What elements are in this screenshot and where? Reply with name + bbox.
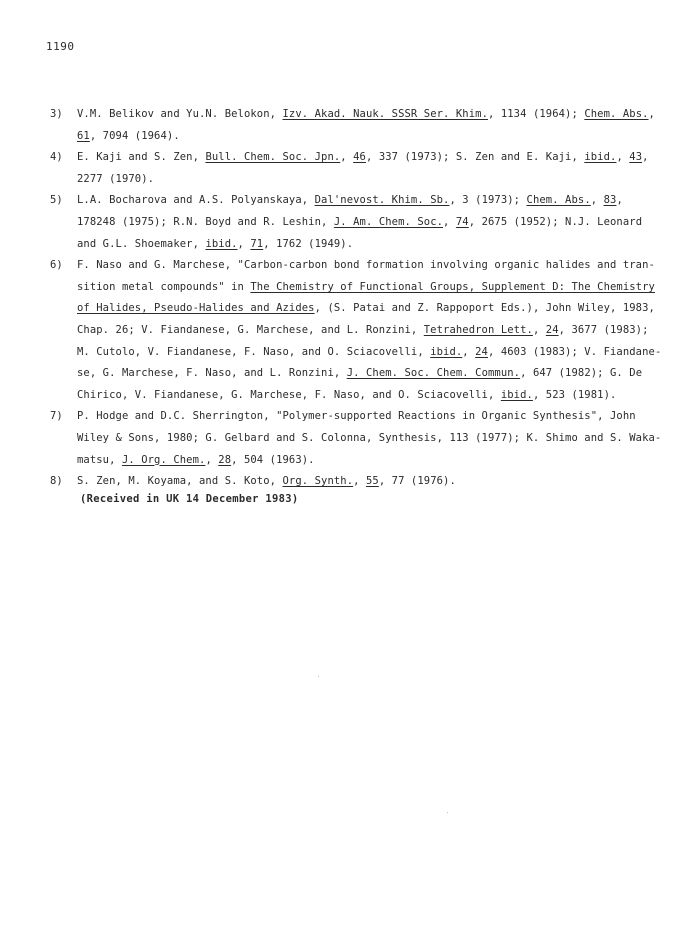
reference-item (50, 406, 662, 471)
reference-segment: , 647 (1982); G. De (520, 367, 643, 380)
reference-segment: , 7094 (1964). (89, 129, 180, 142)
citation-source: of Halides, Pseudo-Halides and Azides (77, 302, 315, 315)
citation-source: 43 (629, 151, 643, 164)
reference-segment: , (S. Patai and Z. Rappoport Eds.), John Wiley, 1983, (314, 302, 655, 315)
reference-list (50, 104, 662, 493)
reference-line (77, 320, 661, 342)
reference-text (77, 104, 655, 147)
reference-text (77, 147, 649, 190)
citation-source: Tetrahedron Lett. (423, 323, 533, 336)
reference-segment: se, G. Marchese, F. Naso, and L. Ronzini, (77, 367, 347, 380)
reference-segment: Wiley & Sons, 1980; G. Gelbard and S. Colonna, Synthesis, 113 (1977); K. Shimo and S. Waka- (77, 431, 662, 444)
reference-line (77, 190, 642, 212)
reference-segment: 2277 (1970). (77, 172, 155, 185)
reference-number: 4) (50, 151, 63, 164)
citation-source: Chem. Abs. (584, 108, 649, 120)
scan-speck (318, 676, 319, 677)
reference-segment: E. Kaji and S. Zen, (77, 151, 206, 164)
citation-source: Chem. Abs. (526, 194, 591, 207)
reference-segment: , (353, 475, 366, 488)
reference-segment: , 523 (1981). (532, 388, 617, 401)
citation-source: Dal'nevost. Khim. Sb. (314, 194, 450, 207)
reference-segment: sition metal compounds" in (77, 280, 251, 293)
reference-text (77, 190, 642, 255)
reference-line (77, 104, 655, 126)
citation-source: 74 (455, 215, 469, 228)
citation-source: 46 (353, 151, 366, 164)
reference-line (77, 406, 661, 428)
reference-segment: , 1134 (1964); (488, 108, 585, 120)
reference-segment: , (642, 151, 649, 164)
reference-segment: , (237, 237, 251, 250)
reference-line (77, 212, 642, 234)
reference-line (77, 169, 649, 191)
reference-segment: , 1762 (1949). (263, 237, 354, 250)
reference-line (77, 342, 661, 364)
reference-line (77, 471, 630, 493)
citation-source: Izv. Akad. Nauk. SSSR Ser. Khim. (282, 108, 488, 120)
reference-number: 5) (50, 194, 63, 207)
reference-segment: F. Naso and G. Marchese, "Carbon-carbon bond formation involving organic halides and tran- (77, 259, 655, 272)
citation-source: 55 (365, 475, 379, 488)
citation-source: ibid. (205, 237, 238, 250)
citation-source: The Chemistry of Functional Groups, Supplement D: The Chemistry (250, 280, 655, 293)
reference-segment: , (462, 345, 476, 358)
citation-source: ibid. (430, 345, 463, 358)
reference-line (77, 126, 655, 148)
reference-segment: P. Hodge and D.C. Sherrington, "Polymer-supported Reactions in Organic Synthesis", John (77, 410, 636, 423)
reference-line (77, 385, 661, 407)
reference-text (77, 471, 630, 493)
reference-number: 6) (50, 259, 63, 272)
reference-item (50, 147, 649, 190)
citation-source: J. Am. Chem. Soc. (333, 215, 444, 228)
reference-segment: Chap. 26; V. Fiandanese, G. Marchese, and L. Ronzini, (77, 323, 424, 336)
reference-segment: , (205, 453, 219, 466)
reference-segment: , (443, 215, 456, 228)
reference-text (77, 406, 661, 471)
citation-source: 71 (250, 237, 264, 250)
reference-segment: , 337 (1973); S. Zen and E. Kaji, (365, 151, 585, 164)
reference-segment: , 3677 (1983); (558, 323, 649, 336)
reference-segment: L.A. Bocharova and A.S. Polyanskaya, (77, 194, 315, 207)
reference-line (77, 298, 661, 320)
reference-segment: , 2675 (1952); N.J. Leonard (468, 215, 643, 228)
reference-segment: matsu, (77, 453, 122, 466)
reference-line (77, 255, 661, 277)
reference-line (77, 234, 642, 256)
citation-source: J. Org. Chem. (121, 453, 206, 466)
reference-segment: , 4603 (1983); V. Fiandane- (487, 345, 662, 358)
citation-source: 28 (218, 453, 232, 466)
reference-segment: , (648, 108, 655, 120)
citation-source: ibid. (500, 388, 533, 401)
citation-source: 24 (475, 345, 488, 358)
reference-segment: , 77 (1976). (378, 475, 456, 488)
reference-text (77, 255, 661, 406)
citation-source: J. Chem. Soc. Chem. Commun. (346, 367, 521, 380)
citation-source: 61 (77, 129, 90, 142)
reference-line (77, 363, 661, 385)
citation-source: Org. Synth. (282, 475, 354, 488)
reference-item (50, 255, 662, 406)
reference-segment: 178248 (1975); R.N. Boyd and R. Leshin, (77, 215, 334, 228)
reference-segment: and G.L. Shoemaker, (77, 237, 206, 250)
reference-segment: , 3 (1973); (449, 194, 527, 207)
citation-source: 83 (603, 194, 617, 207)
page-number: 1190 (46, 40, 75, 53)
scan-speck (447, 812, 448, 813)
reference-line (77, 277, 661, 299)
citation-source: Bull. Chem. Soc. Jpn. (205, 151, 341, 164)
reference-segment: Chirico, V. Fiandanese, G. Marchese, F. Naso, and O. Sciacovelli, (77, 388, 501, 401)
reference-segment: , (590, 194, 604, 207)
citation-source: ibid. (584, 151, 617, 164)
received-note: (Received in UK 14 December 1983) (80, 493, 299, 505)
reference-item (50, 471, 630, 493)
reference-item (50, 190, 643, 255)
reference-segment: , (340, 151, 354, 164)
reference-segment: , (532, 323, 546, 336)
reference-line (77, 450, 661, 472)
citation-source: 24 (545, 323, 559, 336)
reference-number: 7) (50, 410, 63, 423)
reference-line (77, 428, 661, 450)
reference-segment: V.M. Belikov and Yu.N. Belokon, (77, 108, 283, 120)
reference-segment: , (616, 194, 623, 207)
reference-segment: , (616, 151, 630, 164)
reference-segment: S. Zen, M. Koyama, and S. Koto, (77, 475, 283, 488)
reference-segment: , 504 (1963). (231, 453, 315, 466)
reference-number: 3) (50, 108, 63, 120)
reference-segment: M. Cutolo, V. Fiandanese, F. Naso, and O. Sciacovelli, (77, 345, 431, 358)
reference-line (77, 147, 649, 169)
reference-item (50, 104, 655, 147)
reference-number: 8) (50, 475, 63, 488)
